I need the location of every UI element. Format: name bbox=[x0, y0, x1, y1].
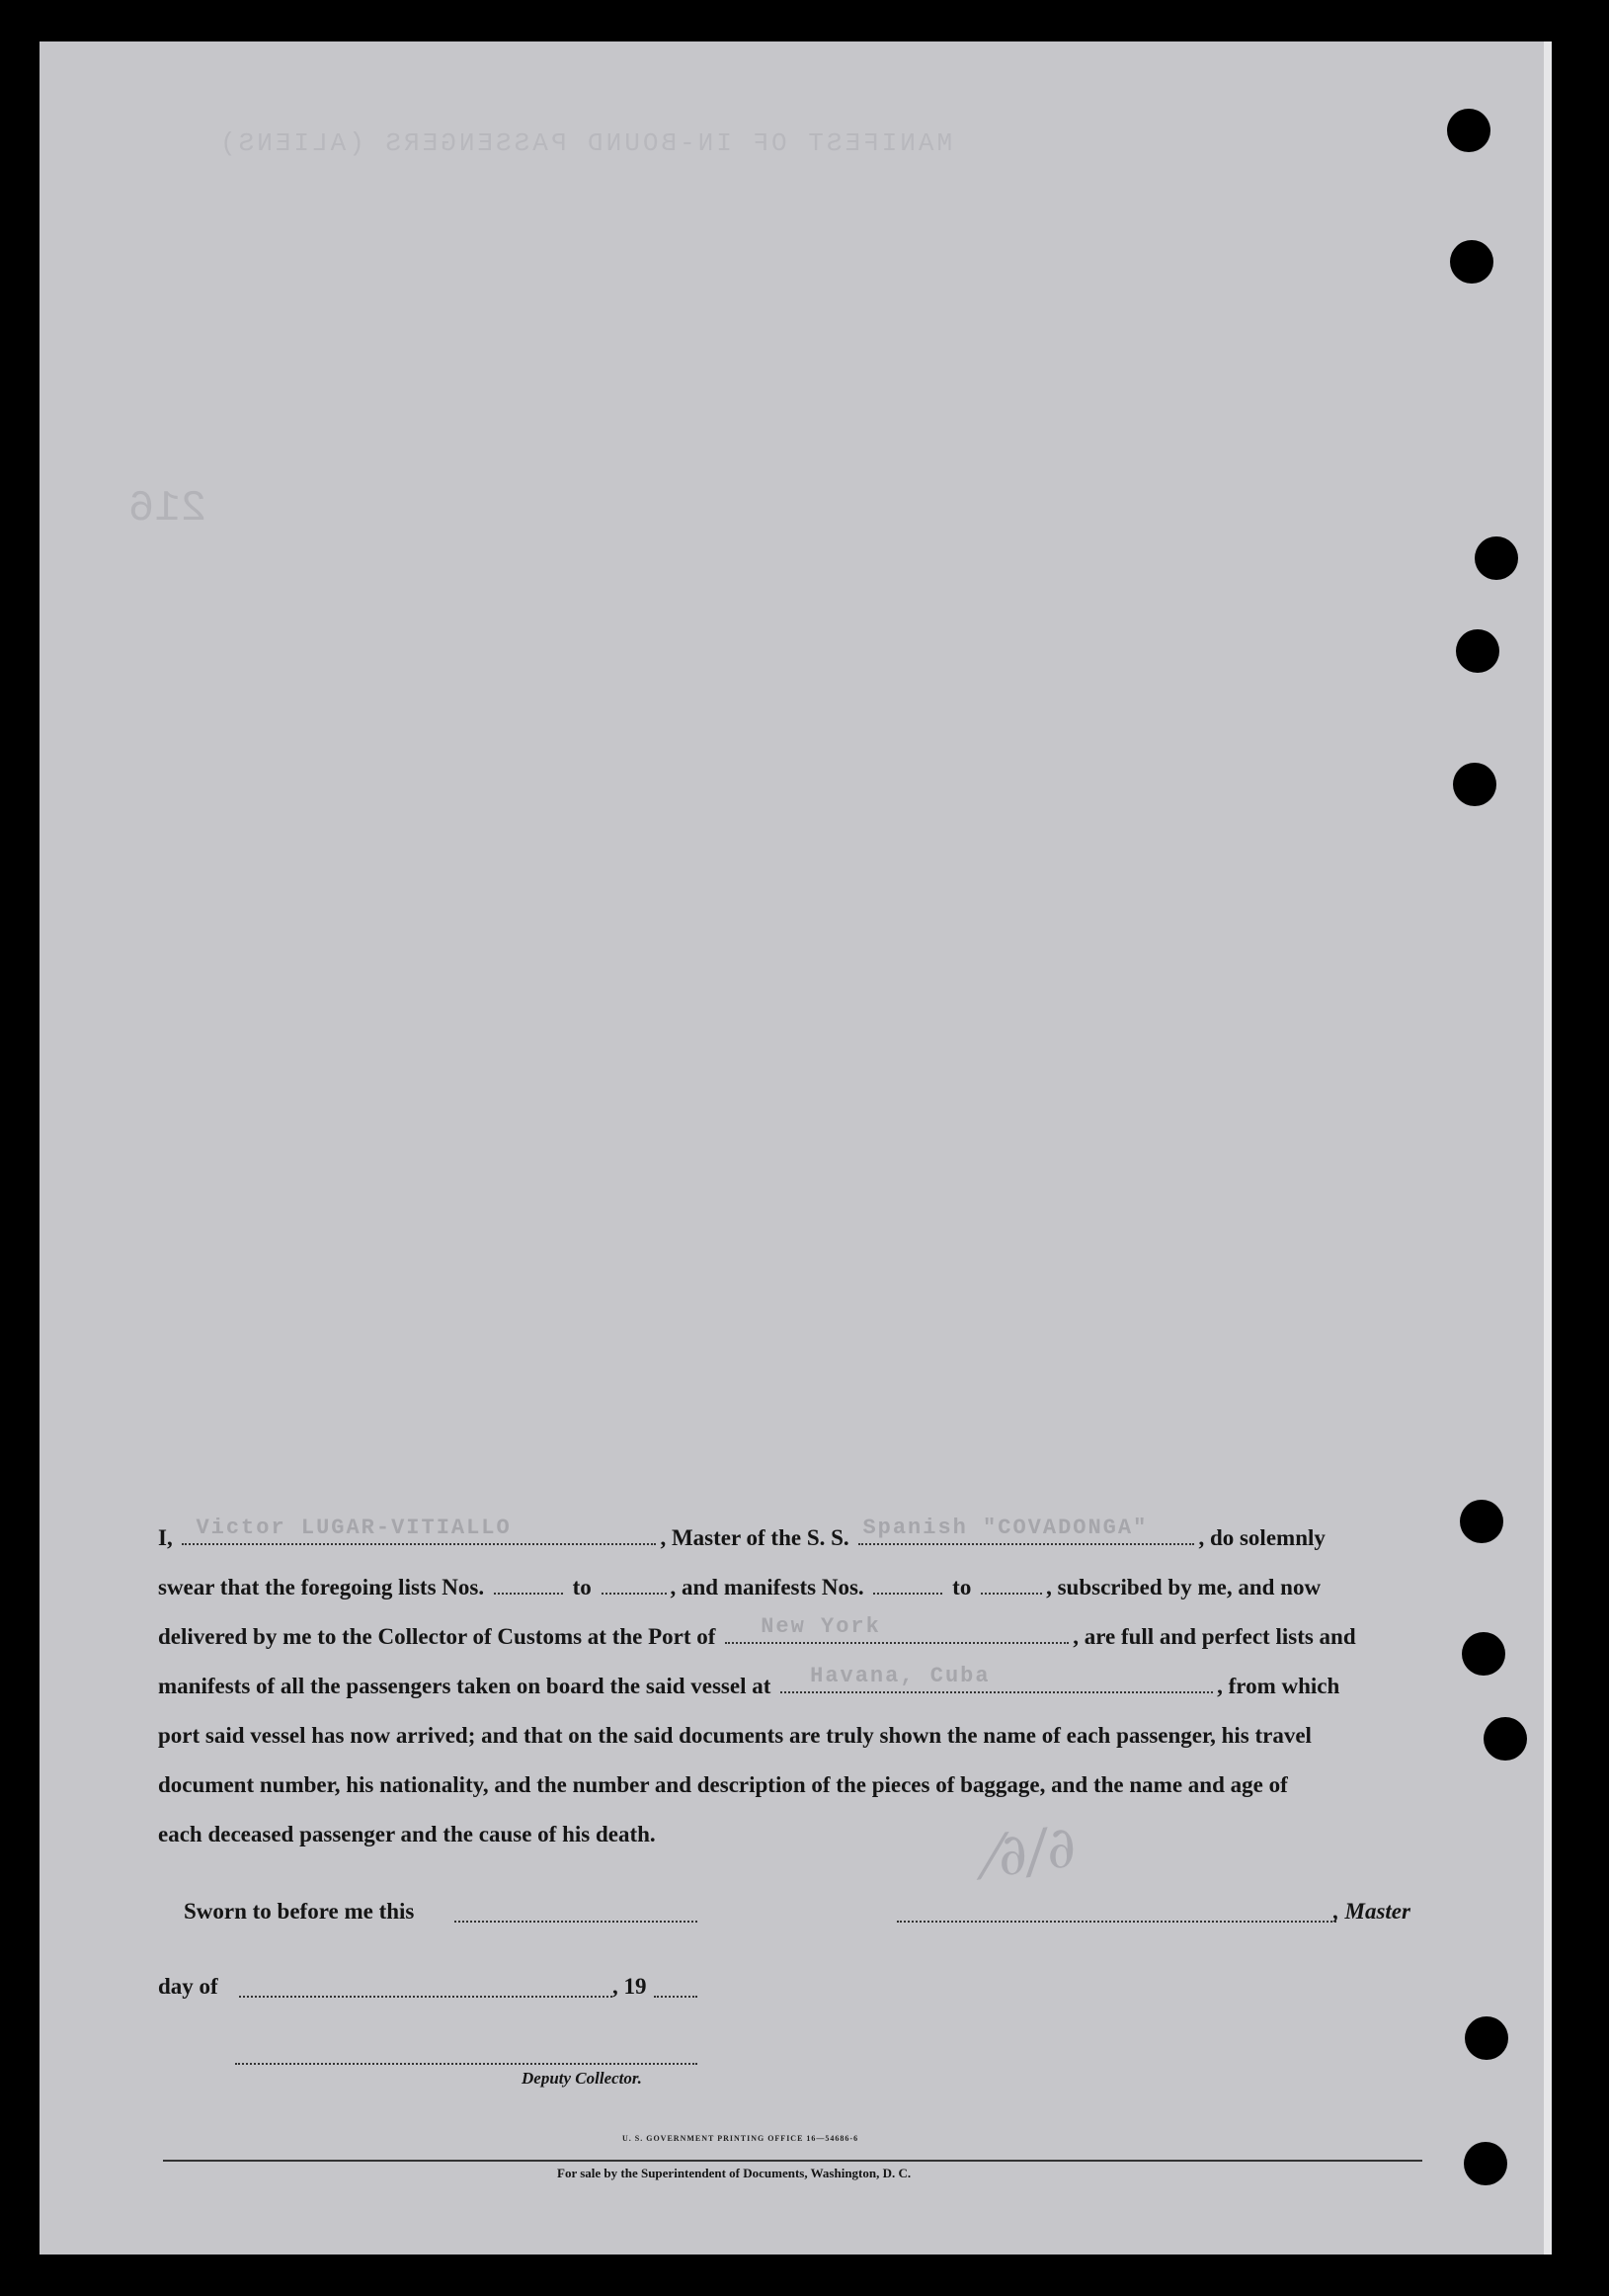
to-text: to bbox=[572, 1575, 592, 1599]
binder-hole bbox=[1456, 629, 1499, 673]
footer-sale-note: For sale by the Superintendent of Documents, Washington, D. C. bbox=[557, 2166, 912, 2180]
subscribed-text: , subscribed by me, and now bbox=[1046, 1575, 1322, 1599]
lists-text: swear that the foregoing lists Nos. bbox=[158, 1575, 485, 1599]
typed-master-name: Victor LUGAR-VITIALLO bbox=[196, 1516, 512, 1540]
ship-name-field bbox=[858, 1516, 1194, 1545]
binder-hole bbox=[1460, 1500, 1503, 1543]
footer-rule bbox=[163, 2160, 1422, 2162]
binder-hole bbox=[1484, 1717, 1527, 1761]
master-of-ship-text: , Master of the S. S. bbox=[660, 1525, 849, 1550]
master-signature-line bbox=[897, 1921, 1336, 1923]
binder-hole bbox=[1464, 2142, 1507, 2185]
sworn-date-field bbox=[454, 1921, 697, 1923]
master-label: , Master bbox=[1333, 1899, 1410, 1924]
oath-line-6: document number, his nationality, and the number and description of the pieces of baggage, and the name and age of bbox=[158, 1772, 1288, 1797]
departure-port-field bbox=[780, 1664, 1213, 1693]
oath-line-1 bbox=[158, 1516, 1326, 1551]
day-field bbox=[239, 1996, 612, 1998]
binder-hole bbox=[1462, 1632, 1505, 1676]
master-name-field bbox=[182, 1516, 656, 1545]
taken-on-board-text: manifests of all the passengers taken on board the said vessel at bbox=[158, 1674, 771, 1698]
binder-hole bbox=[1475, 536, 1518, 580]
year-field bbox=[654, 1996, 697, 1998]
binder-hole bbox=[1465, 2016, 1508, 2060]
typed-departure-port: Havana, Cuba bbox=[810, 1664, 991, 1688]
oath-line-4 bbox=[158, 1664, 1340, 1699]
oath-line-7: each deceased passenger and the cause of his death. bbox=[158, 1822, 656, 1846]
binder-hole bbox=[1447, 109, 1490, 152]
manifests-text: , and manifests Nos. bbox=[670, 1575, 864, 1599]
list-from-field bbox=[494, 1591, 563, 1595]
typed-ship-name: Spanish "COVADONGA" bbox=[862, 1516, 1149, 1540]
page-edge bbox=[1544, 41, 1552, 2255]
list-to-field bbox=[602, 1591, 667, 1595]
binder-hole bbox=[1453, 763, 1496, 806]
oath-line-5: port said vessel has now arrived; and that on the said documents are truly shown the name of each passenger, his travel bbox=[158, 1723, 1312, 1748]
do-solemnly-text: , do solemnly bbox=[1198, 1525, 1326, 1550]
binder-hole bbox=[1450, 240, 1493, 284]
sworn-text: Sworn to before me this bbox=[184, 1899, 415, 1924]
port-field bbox=[725, 1614, 1069, 1644]
bleed-through-number: 216 bbox=[128, 484, 207, 533]
year-text: , 19 bbox=[612, 1974, 647, 1999]
to-text-2: to bbox=[952, 1575, 972, 1599]
oath-prefix: I, bbox=[158, 1525, 173, 1550]
oath-line-2 bbox=[158, 1575, 1321, 1600]
manifest-to-field bbox=[981, 1591, 1042, 1595]
printing-office-imprint: U. S. GOVERNMENT PRINTING OFFICE 16—54686-6 bbox=[622, 2134, 859, 2143]
deputy-collector-label: Deputy Collector. bbox=[522, 2069, 642, 2088]
manifest-from-field bbox=[873, 1591, 942, 1595]
from-which-text: , from which bbox=[1217, 1674, 1340, 1698]
collector-text: delivered by me to the Collector of Customs at the Port of bbox=[158, 1624, 716, 1649]
typed-port: New York bbox=[761, 1614, 881, 1639]
deputy-signature-line bbox=[235, 2063, 697, 2065]
oath-line-3 bbox=[158, 1614, 1356, 1650]
day-of-text: day of bbox=[158, 1974, 218, 1999]
master-signature: ⁄∂∕∂ bbox=[983, 1812, 1081, 1891]
full-perfect-text: , are full and perfect lists and bbox=[1073, 1624, 1356, 1649]
bleed-through-heading: MANIFEST OF IN-BOUND PASSENGERS (ALIENS) bbox=[217, 128, 953, 158]
